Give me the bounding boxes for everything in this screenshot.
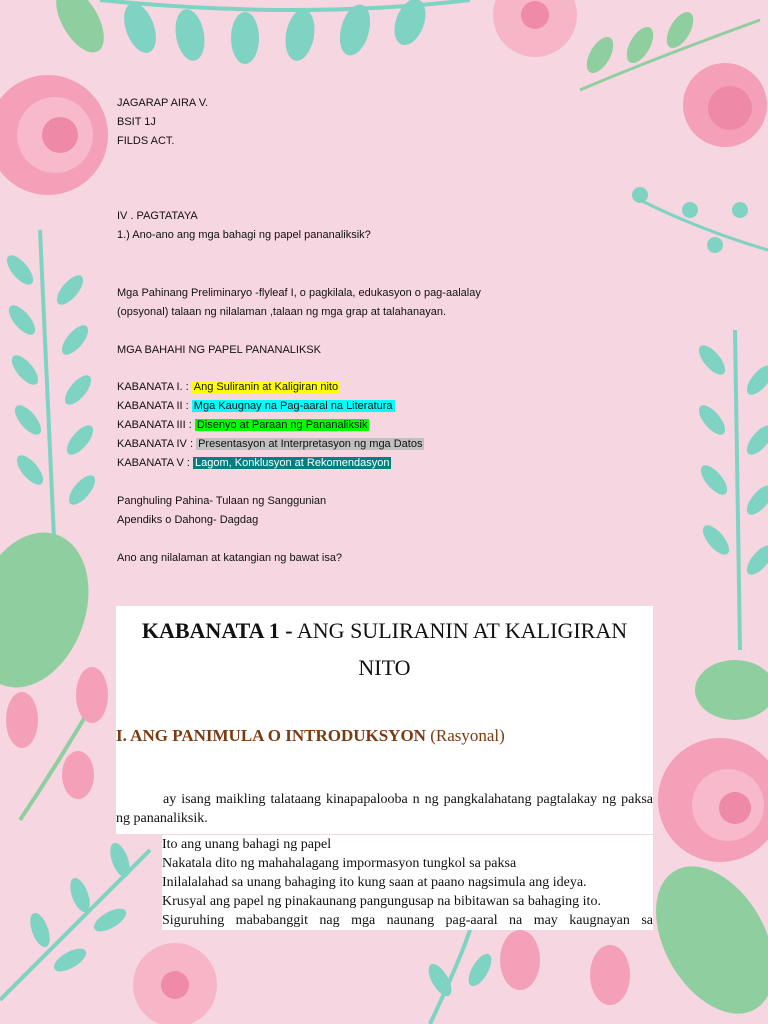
list-item: Nakatala dito ng mahahalagang impormasyon tungkol sa paksa — [162, 856, 517, 871]
leaf-branch-icon — [46, 0, 470, 64]
fern-icon — [2, 230, 99, 560]
chapter-label: KABANATA I. : — [117, 381, 192, 393]
bud-branch-icon — [6, 667, 108, 820]
list-item: Inilalalahad sa unang bahaging ito kung saan at paano nagsimula ang ideya. — [162, 875, 587, 890]
flower-icon — [493, 0, 577, 57]
chapter-item — [117, 397, 395, 416]
chapter-title: Disenyo at Paraan ng Pananaliksik — [196, 419, 368, 431]
list-item: Ito ang unang bahagi ng papel — [162, 837, 332, 852]
preliminary-line-2: (opsyonal) talaan ng nilalaman ,talaan ng mga grap at talahanayan. — [117, 306, 447, 318]
chapter-item — [117, 378, 340, 397]
intro-paragraph: ay isang maikling talataang kinapapalooba n ng pangkalahatang pagtalakay ng paksa ng pananaliksik. — [116, 792, 653, 826]
card-title — [116, 612, 653, 686]
student-name: JAGARAP AIRA V. — [117, 97, 209, 109]
section-heading — [116, 726, 505, 746]
closing-line-2: Apendiks o Dahong- Dagdag — [117, 514, 259, 526]
chapter-label: KABANATA III : — [117, 419, 195, 431]
chapter-label: KABANATA IV : — [117, 438, 197, 450]
rose-icon — [0, 75, 108, 195]
activity-title: FILDS ACT. — [117, 135, 175, 147]
chapter-title: Lagom, Konklusyon at Rekomendasyon — [195, 457, 390, 469]
rose-icon — [683, 63, 767, 147]
list-item: Siguruhing mababanggit nag mga naunang pag-aaral na may kaugnayan sa — [162, 913, 653, 928]
closing-line-1: Panghuling Pahina- Tulaan ng Sanggunian — [117, 495, 327, 507]
rose-icon — [658, 660, 768, 862]
bud-branch-icon — [632, 187, 768, 253]
flower-icon — [133, 943, 217, 1024]
chapter-title: Presentasyon at Interpretasyon ng mga Datos — [198, 438, 423, 450]
list-item: Krusyal ang papel ng pinakaunang pangungusap na bibitawan sa bahaging ito. — [162, 894, 601, 909]
closing-question: Ano ang nilalaman at katangian ng bawat isa? — [117, 552, 343, 564]
chapter-item — [117, 416, 369, 435]
student-section: BSIT 1J — [117, 116, 156, 128]
list-box — [162, 835, 653, 930]
chapter-label: KABANATA V : — [117, 457, 194, 469]
parts-heading: MGA BAHAHI NG PAPEL PANANALIKSK — [117, 344, 321, 356]
assessment-title: IV . PAGTATAYA — [117, 210, 198, 222]
fern-icon — [0, 840, 150, 1000]
chapter-card — [116, 606, 653, 834]
card-title-bold: KABANATA 1 - — [141, 618, 293, 643]
chapter-label: KABANATA II : — [117, 400, 192, 412]
fern-icon — [694, 330, 768, 650]
card-title-rest: ANG SULIRANIN AT KALIGIRAN NITO — [292, 618, 628, 680]
chapter-title: Mga Kaugnay na Pag-aaral na Literatura — [193, 400, 393, 412]
chapter-item — [117, 454, 391, 473]
preliminary-line-1: Mga Pahinang Preliminaryo -flyleaf I, o pagkilala, edukasyon o pag-aalalay — [117, 287, 481, 299]
chapter-title: Ang Suliranin at Kaligiran nito — [193, 381, 339, 393]
assessment-question: 1.) Ano-ano ang mga bahagi ng papel pananaliksik? — [117, 229, 371, 241]
section-heading-rest: (Rasyonal) — [425, 726, 505, 745]
section-heading-main: I. ANG PANIMULA O INTRODUKSYON — [116, 726, 426, 745]
chapter-item — [117, 435, 424, 454]
